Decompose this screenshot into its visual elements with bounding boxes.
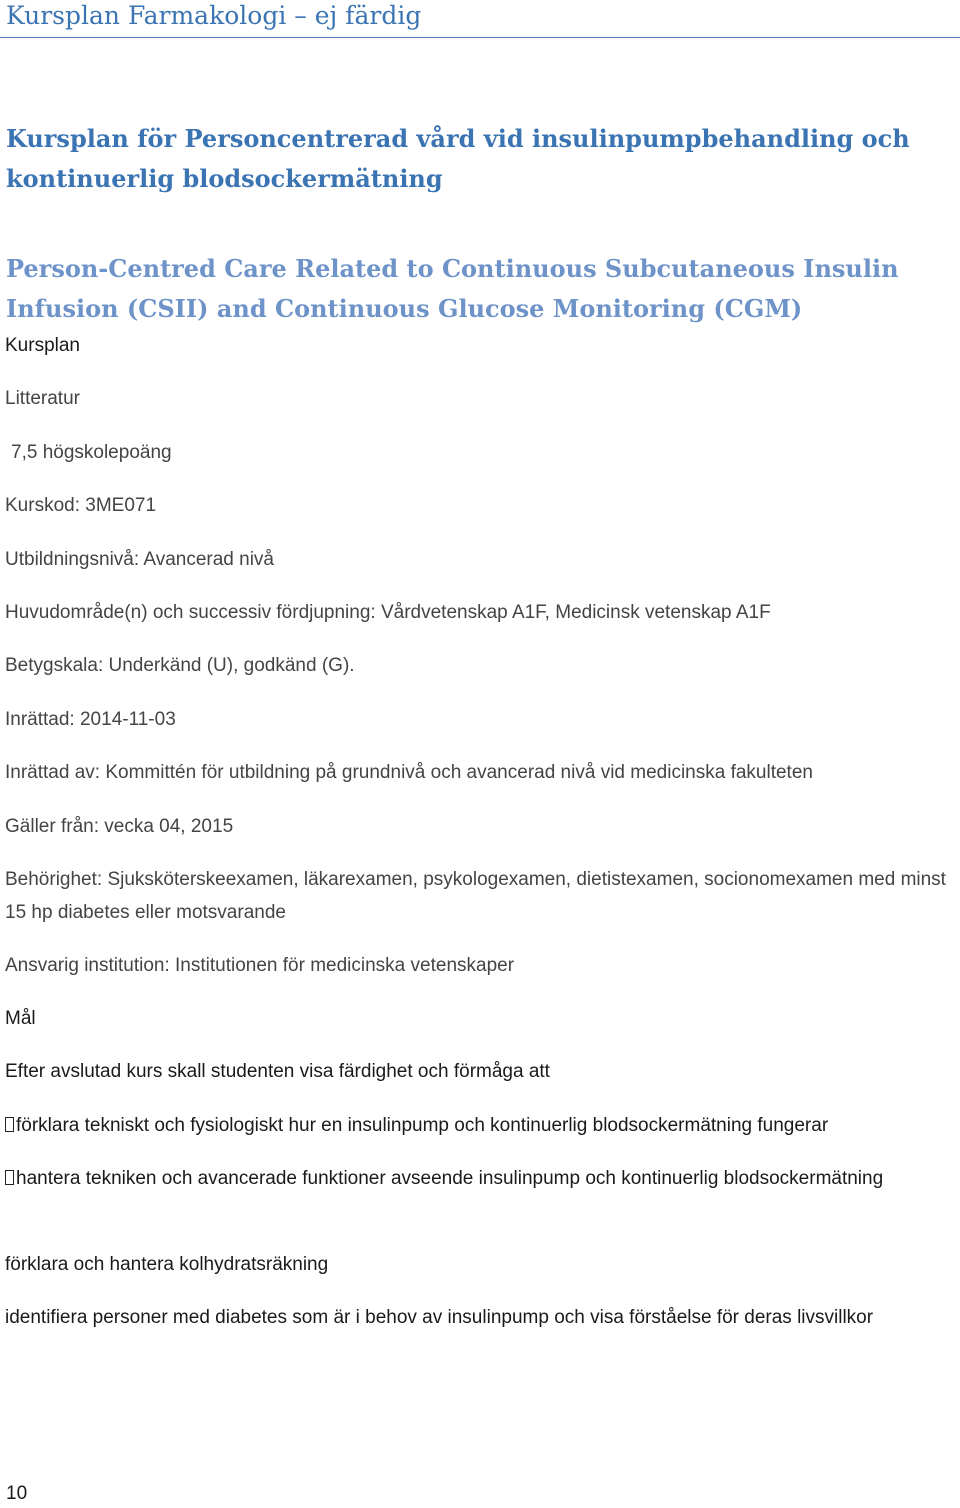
title-divider bbox=[0, 37, 960, 38]
goals-heading: Mål bbox=[5, 1008, 36, 1029]
goals-intro: Efter avslutad kurs skall studenten visa färdighet och förmåga att bbox=[5, 1061, 550, 1082]
education-level: Utbildningsnivå: Avancerad nivå bbox=[5, 549, 274, 570]
goal-item-text: förklara och hantera kolhydratsräkning bbox=[5, 1254, 329, 1275]
grading-scale: Betygskala: Underkänd (U), godkänd (G). bbox=[5, 655, 355, 676]
course-title-english: Person-Centred Care Related to Continuous Subcutaneous Insulin Infusion (CSII) and Continuous Glucose Monitoring (CGM) bbox=[6, 254, 899, 323]
goal-item bbox=[5, 1301, 950, 1334]
established-by: Inrättad av: Kommittén för utbildning på grundnivå och avancerad nivå vid medicinska fakulteten bbox=[5, 762, 813, 783]
course-code: Kurskod: 3ME071 bbox=[5, 495, 157, 516]
goal-item bbox=[5, 1109, 828, 1142]
goal-item-text: identifiera personer med diabetes som är i behov av insulinpump och visa förståelse för deras livsvillkor bbox=[5, 1307, 874, 1328]
page-number: 10 bbox=[6, 1483, 28, 1504]
goal-item bbox=[5, 1248, 328, 1281]
valid-from: Gäller från: vecka 04, 2015 bbox=[5, 816, 234, 837]
page-title: Kursplan Farmakologi – ej färdig bbox=[6, 1, 422, 30]
eligibility: Behörighet: Sjuksköterskeexamen, läkarexamen, psykologexamen, dietistexamen, socionomexamen med minst 15 hp diabetes eller motsvarande bbox=[5, 869, 946, 923]
goal-item-text: förklara tekniskt och fysiologiskt hur en insulinpump och kontinuerlig blodsockermätning fungerar bbox=[16, 1115, 829, 1136]
established-date: Inrättad: 2014-11-03 bbox=[5, 709, 176, 730]
kursplan-link[interactable]: Kursplan bbox=[5, 335, 80, 356]
litteratur-link[interactable]: Litteratur bbox=[5, 388, 80, 409]
main-field: Huvudområde(n) och successiv fördjupning: Vårdvetenskap A1F, Medicinsk vetenskap A1F bbox=[5, 602, 771, 623]
course-title-swedish: Kursplan för Personcentrerad vård vid insulinpumpbehandling och kontinuerlig blodsockermätning bbox=[6, 124, 910, 193]
responsible-institution: Ansvarig institution: Institutionen för medicinska vetenskaper bbox=[5, 955, 515, 976]
goal-item-text: hantera tekniken och avancerade funktioner avseende insulinpump och kontinuerlig blodsockermätning bbox=[16, 1168, 884, 1189]
goal-item bbox=[5, 1162, 950, 1195]
credits: 7,5 högskolepoäng bbox=[11, 442, 172, 463]
bullet-box-icon bbox=[5, 1117, 14, 1132]
bullet-box-icon bbox=[5, 1170, 14, 1185]
